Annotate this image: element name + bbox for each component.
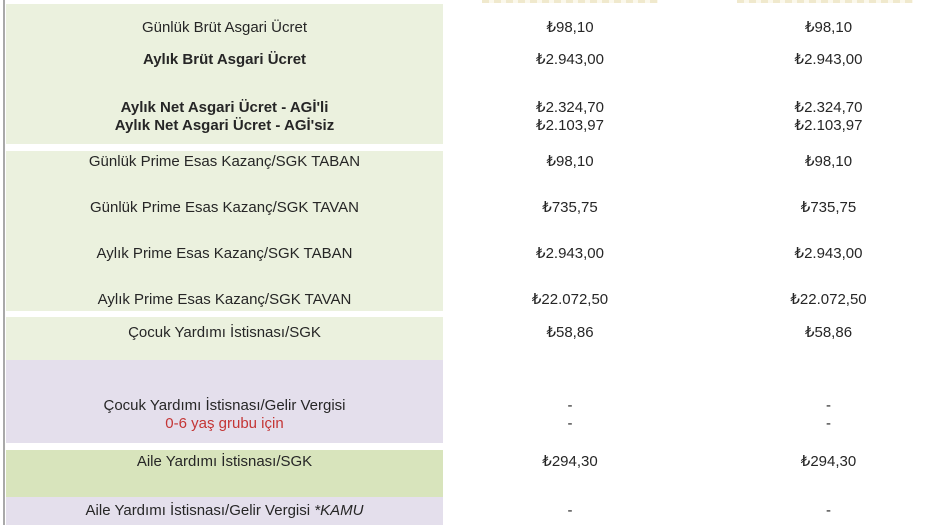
table-row	[0, 291, 952, 309]
row-value-col2: ₺2.103,97	[794, 117, 863, 134]
row-value-col2: -	[826, 502, 831, 519]
row-label-kamu-suffix: *KAMU	[314, 502, 364, 519]
row-value-col1: ₺2.324,70	[536, 99, 604, 116]
row-value-col1: ₺2.943,00	[536, 51, 604, 68]
table-row	[0, 502, 952, 520]
row-value-col1: -	[567, 415, 573, 432]
table-row	[0, 51, 952, 69]
table-section-aile-yardimi-gelir-vergisi	[0, 497, 952, 525]
row-value-col1: -	[567, 397, 573, 414]
row-value-col2: ₺735,75	[800, 199, 857, 216]
row-label: Çocuk Yardımı İstisnası/Gelir Vergisi	[103, 397, 346, 414]
table-row	[0, 453, 952, 471]
row-value-col2: -	[826, 397, 831, 414]
table-section-aile-yardimi-sgk	[0, 450, 952, 497]
row-label: Aile Yardımı İstisnası/SGK	[136, 453, 313, 470]
row-value-col1: -	[567, 502, 573, 519]
row-label: Aylık Net Asgari Ücret - AGİ'li	[120, 99, 329, 116]
table-section-prime-esas-kazanc	[0, 151, 952, 311]
row-value-col1: ₺98,10	[546, 19, 594, 36]
table-row	[0, 397, 952, 415]
row-label: Aylık Brüt Asgari Ücret	[142, 51, 307, 68]
table-row	[0, 199, 952, 217]
row-label: Çocuk Yardımı İstisnası/SGK	[128, 324, 321, 341]
table-section-cocuk-yardimi-gelir-vergisi	[0, 360, 952, 443]
row-value-col2: ₺2.943,00	[794, 245, 863, 262]
row-label: Aylık Net Asgari Ücret - AGİ'siz	[114, 117, 335, 134]
cropped-header-remnant-col1	[482, 0, 658, 3]
row-label: Günlük Brüt Asgari Ücret	[141, 19, 308, 36]
row-label: Aylık Prime Esas Kazanç/SGK TABAN	[96, 245, 353, 262]
row-value-col1: ₺58,86	[546, 324, 594, 341]
cropped-header-remnant-col2	[737, 0, 913, 3]
row-value-col2: ₺22.072,50	[790, 291, 867, 308]
row-value-col1: ₺2.943,00	[536, 245, 604, 262]
row-value-col1: ₺2.103,97	[536, 117, 604, 134]
row-value-col2: ₺98,10	[804, 19, 853, 36]
row-value-col1: ₺294,30	[542, 453, 598, 470]
table-section-asgari-ucret	[0, 4, 952, 144]
row-value-col2: ₺2.324,70	[794, 99, 863, 116]
table-row-age-note	[0, 415, 952, 433]
table-row	[0, 153, 952, 171]
row-label: Günlük Prime Esas Kazanç/SGK TAVAN	[90, 199, 359, 216]
table-row	[0, 99, 952, 117]
row-value-col2: -	[826, 415, 831, 432]
row-value-col1: ₺98,10	[546, 153, 594, 170]
table-section-cocuk-yardimi-sgk	[0, 317, 952, 360]
table-row	[0, 324, 952, 342]
row-value-col1: ₺735,75	[542, 199, 598, 216]
row-label: Aylık Prime Esas Kazanç/SGK TAVAN	[97, 291, 352, 308]
row-value-col2: ₺2.943,00	[794, 51, 863, 68]
row-value-col2: ₺98,10	[804, 153, 853, 170]
row-label	[0, 502, 443, 520]
row-value-col1: ₺22.072,50	[531, 291, 609, 308]
row-value-col2: ₺58,86	[804, 324, 853, 341]
table-row	[0, 117, 952, 135]
table-row	[0, 245, 952, 263]
left-border-rule	[3, 0, 5, 525]
row-label: Günlük Prime Esas Kazanç/SGK TABAN	[88, 153, 361, 170]
table-row	[0, 19, 952, 37]
row-label-age-note: 0-6 yaş grubu için	[165, 415, 284, 432]
section-background	[6, 151, 443, 311]
row-value-col2: ₺294,30	[800, 453, 857, 470]
row-label-text: Aile Yardımı İstisnası/Gelir Vergisi	[85, 502, 315, 519]
